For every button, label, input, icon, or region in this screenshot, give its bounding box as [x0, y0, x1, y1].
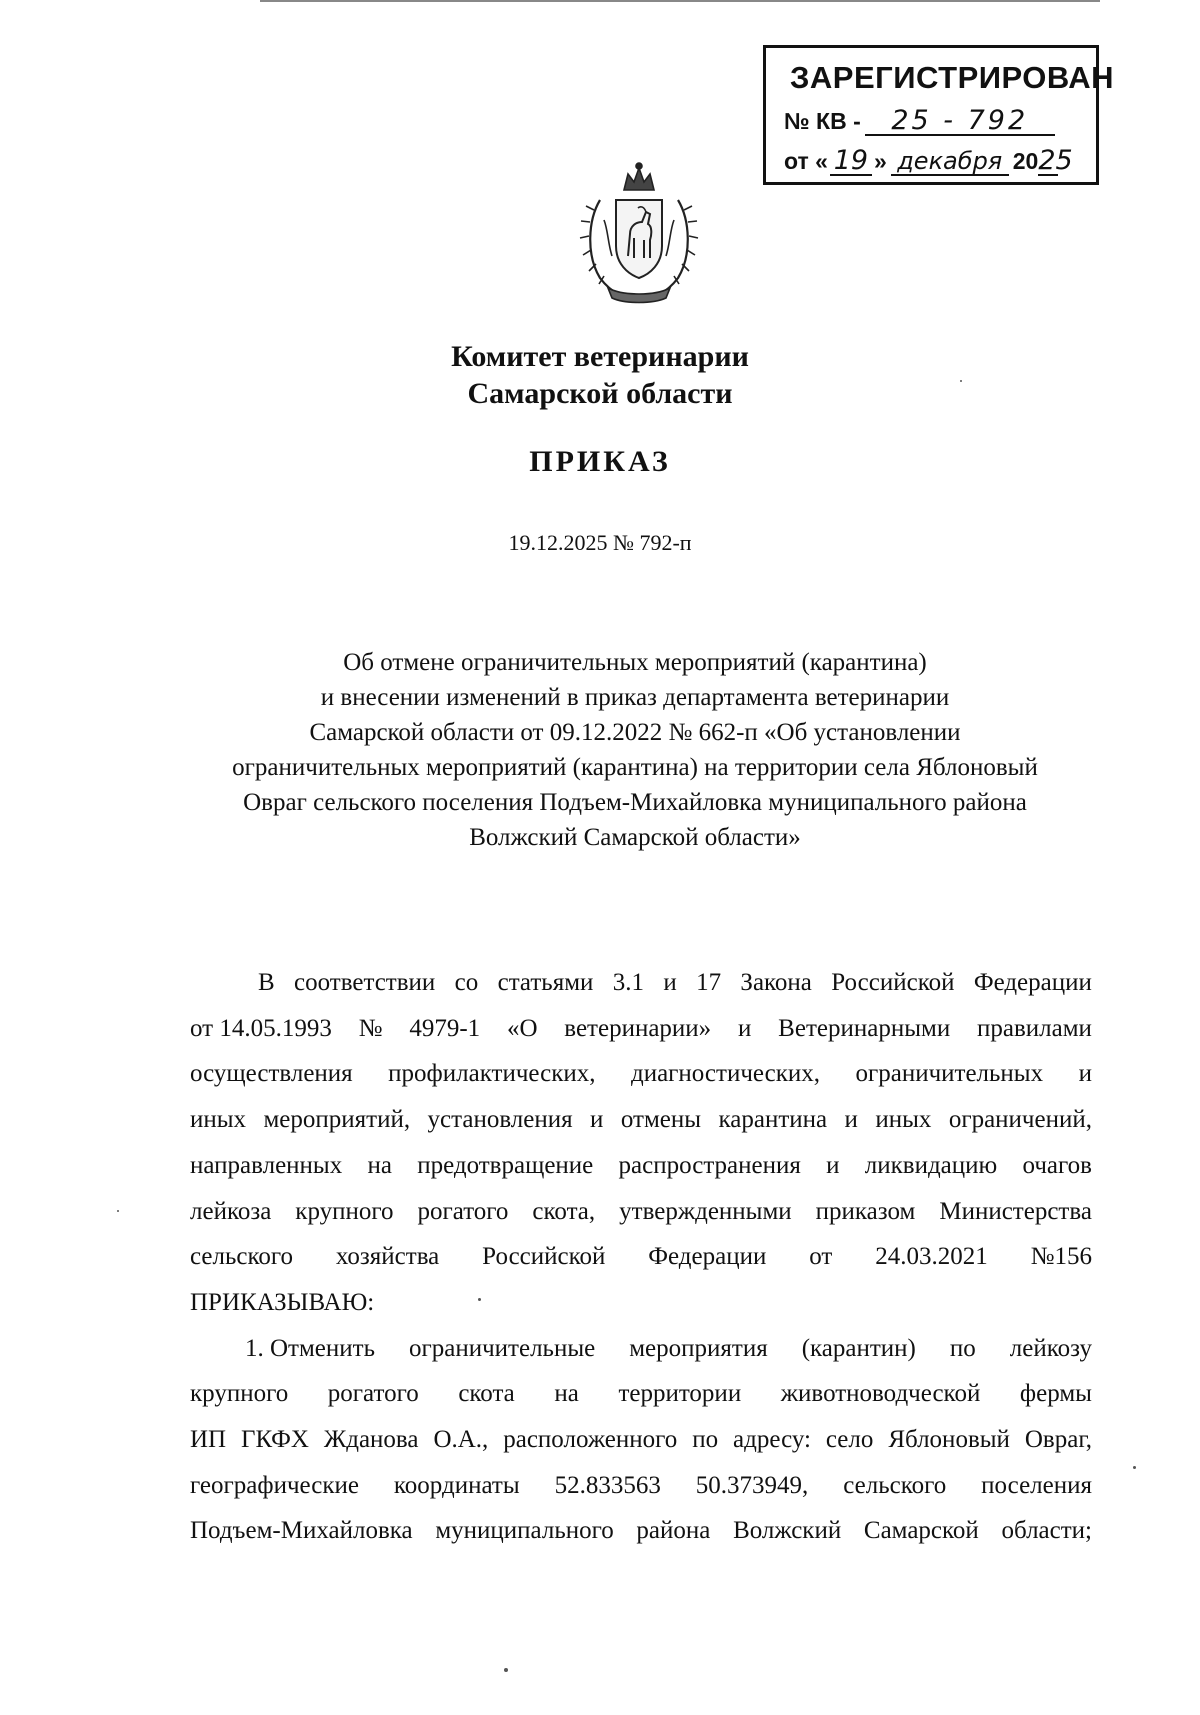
- document-type: ПРИКАЗ: [529, 445, 671, 478]
- body-word: распространения: [618, 1151, 801, 1179]
- body-word: соответствии: [294, 969, 436, 996]
- body-word: крупного: [295, 1197, 394, 1225]
- body-word: 24.03.2021: [875, 1243, 988, 1271]
- body-word: от 14.05.1993: [190, 1014, 332, 1042]
- body-word: ограничительные: [408, 1334, 596, 1362]
- stamp-number-row: [784, 105, 1055, 136]
- body-word: скота: [458, 1380, 515, 1408]
- stamp-year-prefix: 20: [1012, 148, 1039, 174]
- body-word: и: [844, 1106, 858, 1134]
- stamp-number-prefix: № КВ -: [784, 108, 861, 134]
- body-word: Подъем-Михайловка: [190, 1517, 413, 1545]
- body-word: Яблоновый: [888, 1426, 1010, 1454]
- body-word: крупного: [190, 1380, 289, 1408]
- body-word: координаты: [393, 1471, 520, 1499]
- stamp-number-handwritten: 25 - 792: [865, 108, 1055, 136]
- body-word: О.А.,: [433, 1426, 489, 1454]
- body-word: Овраг,: [1024, 1426, 1092, 1454]
- body-word: сельского: [843, 1471, 947, 1499]
- body-word: географические: [190, 1471, 359, 1499]
- body-word: профилактических,: [388, 1060, 596, 1088]
- scan-edge-line: [260, 0, 1100, 2]
- body-word: село: [825, 1426, 874, 1454]
- body-word: статьями: [497, 969, 594, 996]
- body-word: и: [590, 1106, 604, 1134]
- body-word: Федерации: [973, 969, 1092, 996]
- body-word: карантина: [718, 1106, 828, 1134]
- body-word: ИП: [190, 1426, 227, 1454]
- subject-line: ограничительных мероприятий (карантина) на территории села Яблоновый: [232, 754, 1038, 781]
- body-word: ограничений,: [948, 1106, 1092, 1134]
- body-word: 50.373949,: [695, 1471, 809, 1499]
- scan-speck: [504, 1668, 508, 1672]
- body-word: по: [692, 1426, 719, 1454]
- stamp-date-row: [784, 145, 1073, 176]
- body-word: ограничительных: [855, 1060, 1044, 1088]
- body-word: иных: [190, 1106, 247, 1134]
- body-word: 17: [696, 969, 722, 996]
- body-word: Волжский: [733, 1517, 842, 1545]
- body-word: адресу:: [733, 1426, 811, 1454]
- body-word: территории: [618, 1380, 742, 1408]
- body-word: отмены: [620, 1106, 702, 1134]
- body-word: осуществления: [190, 1060, 353, 1088]
- body-word: скота,: [532, 1197, 596, 1225]
- body-word: Министерства: [939, 1197, 1092, 1225]
- stamp-month-handwritten: декабря: [891, 148, 1009, 176]
- body-line: [190, 1371, 1092, 1417]
- body-word: диагностических,: [630, 1060, 820, 1088]
- body-word: утвержденными: [619, 1197, 792, 1225]
- body-word: животноводческой: [780, 1380, 981, 1408]
- body-line: [190, 1143, 1092, 1189]
- body-word: и: [1078, 1060, 1092, 1088]
- document-date-number: 19.12.2025 № 792-п: [508, 530, 692, 555]
- body-word: В: [258, 969, 275, 996]
- organization-line-1: Комитет ветеринарии: [451, 340, 749, 373]
- scan-speck: [1133, 1466, 1136, 1469]
- body-word: Федерации: [648, 1243, 767, 1271]
- body-word: мероприятий,: [263, 1106, 411, 1134]
- stamp-day-suffix: »: [873, 148, 887, 174]
- body-word: ПРИКАЗЫВАЮ:: [190, 1288, 375, 1316]
- body-word: Ветеринарными: [778, 1014, 951, 1042]
- scan-speck: [117, 1210, 119, 1212]
- body-word: мероприятия: [629, 1334, 768, 1362]
- body-word: предотвращение: [417, 1151, 594, 1179]
- body-word: ГКФХ: [241, 1426, 309, 1454]
- document-body: [190, 960, 1092, 1554]
- body-word: рогатого: [417, 1197, 509, 1225]
- body-word: расположенного: [503, 1426, 678, 1454]
- body-word: по: [949, 1334, 976, 1362]
- body-word: правилами: [977, 1014, 1092, 1042]
- organization-name: [0, 338, 1200, 412]
- body-word: на: [367, 1151, 392, 1179]
- body-word: 52.833563: [554, 1471, 661, 1499]
- document-subject: [190, 645, 1080, 855]
- body-word: установления: [427, 1106, 573, 1134]
- body-line: [190, 1006, 1092, 1052]
- body-word: и: [737, 1014, 752, 1042]
- body-word: №: [358, 1014, 383, 1042]
- body-word: «О: [506, 1014, 538, 1042]
- coat-of-arms-icon: [578, 160, 700, 310]
- body-word: ветеринарии»: [564, 1014, 712, 1042]
- body-line: [190, 1417, 1092, 1463]
- body-word: сельского: [190, 1243, 293, 1271]
- body-word: поселения: [981, 1471, 1092, 1499]
- body-word: на: [554, 1380, 579, 1408]
- body-word: №156: [1030, 1243, 1092, 1271]
- body-line: [190, 1189, 1092, 1235]
- body-word: Российской: [482, 1243, 606, 1271]
- body-word: и: [826, 1151, 840, 1179]
- body-word: со: [454, 969, 479, 996]
- scan-speck: [960, 380, 962, 382]
- body-word: 4979-1: [409, 1014, 481, 1042]
- body-line: [190, 960, 1092, 1006]
- stamp-date-prefix: от «: [784, 148, 828, 174]
- subject-line: Овраг сельского поселения Подъем-Михайловка муниципального района: [243, 789, 1027, 816]
- body-word: фермы: [1019, 1380, 1092, 1408]
- body-line: [190, 1463, 1092, 1509]
- body-line: [190, 1508, 1092, 1554]
- subject-line: и внесении изменений в приказ департамента ветеринарии: [320, 684, 950, 711]
- body-word: лейкозу: [1009, 1334, 1092, 1362]
- body-word: хозяйства: [335, 1243, 440, 1271]
- body-line: [190, 1051, 1092, 1097]
- body-word: Закона: [740, 969, 812, 996]
- body-word: Российской: [831, 969, 955, 996]
- body-word: приказом: [815, 1197, 916, 1225]
- body-line: [190, 1234, 1092, 1280]
- stamp-title: ЗАРЕГИСТРИРОВАН: [790, 60, 1115, 95]
- stamp-day-handwritten: 19: [830, 148, 872, 176]
- body-word: ликвидацию: [864, 1151, 998, 1179]
- body-word: области;: [1001, 1517, 1092, 1545]
- body-word: очагов: [1022, 1151, 1092, 1179]
- body-line: [190, 1097, 1092, 1143]
- body-word: направленных: [190, 1151, 343, 1179]
- subject-line: Самарской области от 09.12.2022 № 662-п «Об установлении: [309, 719, 961, 746]
- subject-line: Об отмене ограничительных мероприятий (карантина): [343, 649, 927, 676]
- scan-speck: [478, 1298, 481, 1301]
- body-word: 1. Отменить: [245, 1334, 375, 1362]
- body-line: [190, 1326, 1092, 1372]
- organization-line-2: Самарской области: [467, 377, 733, 410]
- body-word: Самарской: [863, 1517, 979, 1545]
- body-word: (карантин): [801, 1334, 916, 1362]
- registration-stamp: [763, 45, 1115, 185]
- body-word: лейкоза: [190, 1197, 272, 1225]
- body-word: 3.1: [612, 969, 644, 996]
- subject-line: Волжский Самарской области»: [469, 824, 801, 851]
- body-word: рогатого: [327, 1380, 419, 1408]
- body-line: [190, 1280, 1092, 1326]
- body-word: Жданова: [323, 1426, 419, 1454]
- body-word: от: [809, 1243, 833, 1271]
- body-word: и: [663, 969, 677, 996]
- body-word: иных: [875, 1106, 932, 1134]
- stamp-year-handwritten: 25: [1038, 145, 1073, 176]
- body-word: района: [636, 1517, 711, 1545]
- body-word: муниципального: [435, 1517, 614, 1545]
